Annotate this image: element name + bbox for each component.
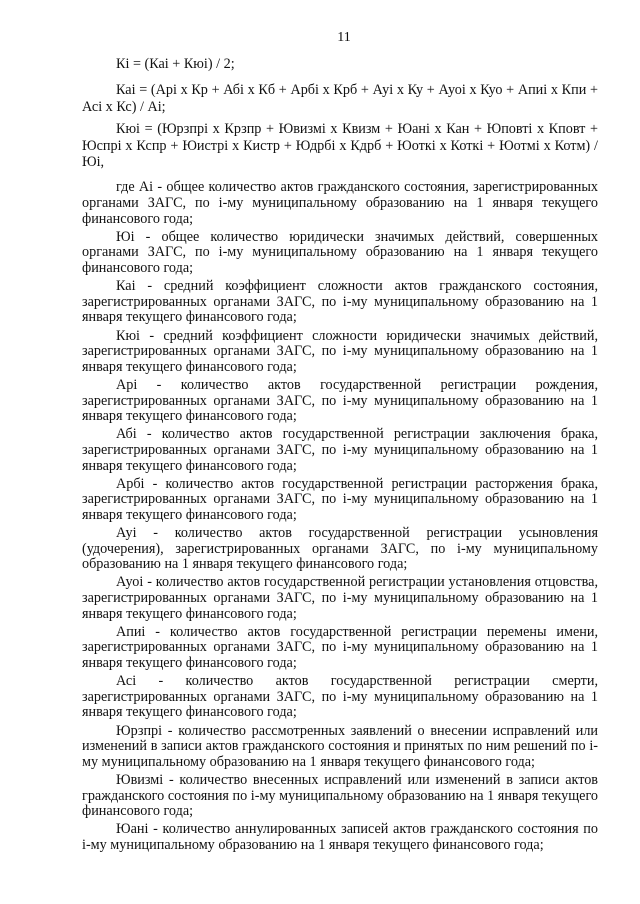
definition-item (82, 575, 598, 622)
definition-item (82, 822, 598, 853)
definition-text: - количество актов государственной регистрации рождения, зарегистрированных органами ЗАГС, по i-му муниципальному образованию на 1 января текущего финансового года; (82, 376, 598, 425)
definition-item (82, 625, 598, 672)
definition-text: - количество актов государственной регистрации расторжения брака, зарегистрированных органами ЗАГС, по i-му муниципальному образованию на 1 января текущего финансового года; (82, 475, 598, 523)
definition-item (82, 526, 598, 573)
definition-text: - количество актов государственной регистрации усыновления (удочерения), зарегистрированных органами ЗАГС, по i-му муниципальному образованию на 1 января текущего финансового года; (82, 525, 598, 573)
definition-text: - количество аннулированных записей актов гражданского состояния по i-му муниципальному образованию на 1 января текущего финансового года; (82, 821, 598, 853)
definition-term: Юанi (116, 821, 149, 838)
definition-text: - количество внесенных исправлений или изменений в записи актов гражданского состояния по i-му муниципальному образованию на 1 января текущего финансового года; (82, 771, 598, 820)
definition-term: Ауоi (116, 574, 144, 591)
definition-term: Кюi (116, 327, 141, 344)
definition-item (82, 427, 598, 474)
definition-term: Юрзпрi (116, 722, 163, 739)
formula-ki: Кi = (Каi + Кюi) / 2; (116, 56, 235, 72)
definition-term: Ауi (116, 525, 137, 542)
definition-item (82, 230, 598, 277)
definition-item (82, 378, 598, 425)
formula-kai: Каi = (Арi x Кр + Абi x Кб + Арбi x Крб + Ауi x Ку + Ауоi x Куо + Апиi x Кпи + Асi x Кс) / Аi; (82, 82, 598, 115)
definition-term: Каi (116, 278, 136, 295)
definition-item (82, 329, 598, 376)
page-number: 11 (337, 30, 351, 45)
definition-term: Апиi (116, 623, 146, 640)
definition-term: Асi (116, 673, 137, 690)
definition-item (82, 180, 598, 227)
definition-text: - средний коэффициент сложности юридически значимых действий, зарегистрированных органами ЗАГС, по i-му муниципальному образованию на 1 января текущего финансового года; (82, 327, 598, 375)
definition-term: Юi (116, 228, 135, 245)
definition-term: Ювизмi (116, 771, 164, 788)
definition-item (82, 279, 598, 326)
definition-text: - количество актов государственной регистрации перемены имени, зарегистрированных органами ЗАГС, по i-му муниципальному образованию на 1 января текущего финансового года; (82, 623, 598, 671)
definition-item (82, 674, 598, 721)
definition-text: - количество актов государственной регистрации смерти, зарегистрированных органами ЗАГС, по i-му муниципальному образованию на 1 января текущего финансового года; (82, 673, 598, 721)
definition-term: Арбi (116, 475, 145, 492)
definition-text: - общее количество юридически значимых действий, совершенных органами ЗАГС, по i-му муниципальному образованию на 1 января текущего финансового года; (82, 228, 598, 276)
definitions-list (82, 180, 598, 853)
definition-term: где Аi (116, 179, 154, 196)
definition-text: - количество актов государственной регистрации заключения брака, зарегистрированных органами ЗАГС, по i-му муниципальному образованию на 1 января текущего финансового года; (82, 426, 598, 474)
definition-text: - общее количество актов гражданского состояния, зарегистрированных органами ЗАГС, по i-му муниципальному образованию на 1 января текущего финансового года; (82, 179, 598, 227)
definition-item (82, 773, 598, 820)
definition-item (82, 724, 598, 771)
definition-term: Абi (116, 426, 137, 443)
formula-kyui: Кюi = (Юрзпрi x Крзпр + Ювизмi x Квизм + Юанi x Кан + Юповтi x Кповт + Юспрi x Кспр + Юистрi x Кистр + Юдрбi x Кдрб + Юоткi x Коткi + Юотмi x Котм) / Юi, (82, 121, 598, 171)
definition-item (82, 477, 598, 524)
definition-text: - средний коэффициент сложности актов гражданского состояния, зарегистрированных органами ЗАГС, по i-му муниципальному образованию на 1 января текущего финансового года; (82, 278, 598, 326)
definition-text: - количество рассмотренных заявлений о внесении исправлений или изменений в записи актов гражданского состояния и принятых по ним решений по i-му муниципальному образованию на 1 января текущего финансового года; (82, 722, 598, 770)
definition-text: - количество актов государственной регистрации установления отцовства, зарегистрированных органами ЗАГС, по i-му муниципальному образованию на 1 января текущего финансового года; (82, 574, 598, 622)
definition-term: Арi (116, 376, 138, 393)
